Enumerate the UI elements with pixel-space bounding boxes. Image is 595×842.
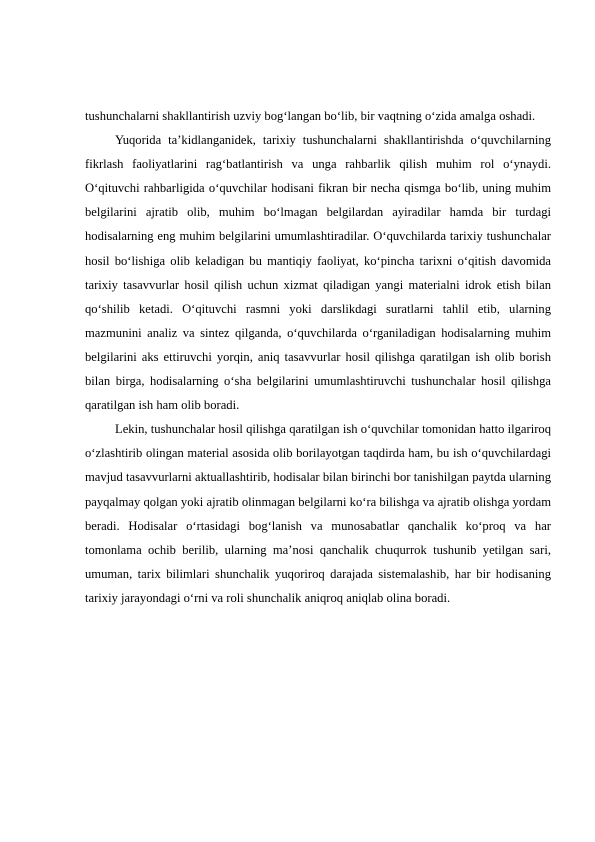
- paragraph: Lekin, tushunchalar hosil qilishga qaratilgan ish o‘quvchilar tomonidan hatto ilgariroq o‘zlashtirib olingan material asosida olib borilayotgan taqdirda ham, bu ish o‘quvchilardagi mavjud tasavvurlarni aktuallashtirib, hodisalar bilan birinchi bor tanishilgan paytda ularning payqalmay qolgan yoki ajratib olinmagan belgilarni ko‘ra bilishga va ajratib olishga yordam beradi. Hodisalar o‘rtasidagi bog‘lanish va munosabatlar qanchalik ko‘proq va har tomonlama ochib berilib, ularning ma’nosi qanchalik chuqurrok tushunib yetilgan sari, umuman, tarix bilimlari shunchalik yuqoriroq darajada sistemalashib, har bir hodisaning tarixiy jarayondagi o‘rni va roli shunchalik aniqroq aniqlab olina boradi.: [85, 422, 551, 605]
- body-text: [85, 104, 551, 610]
- paragraph: Yuqorida ta’kidlanganidek, tarixiy tushunchalarni shakllantirishda o‘quvchilarning fikrlash faoliyatlarini rag‘batlantirish va unga rahbarlik qilish muhim rol o‘ynaydi. O‘qituvchi rahbarligida o‘quvchilar hodisani fikran bir necha qismga bo‘lib, uning muhim belgilarini ajratib olib, muhim bo‘lmagan belgilardan ayiradilar hamda bir turdagi hodisalarning eng muhim belgilarini umumlashtiradilar. O‘quvchilarda tarixiy tushunchalar hosil bo‘lishiga olib keladigan bu mantiqiy faoliyat, ko‘pincha tarixni o‘qitish davomida tarixiy tasavvurlar hosil qilish uchun xizmat qiladigan yangi materialni idrok etish bilan qo‘shilib ketadi. O‘qituvchi rasmni yoki darslikdagi suratlarni tahlil etib, ularning mazmunini analiz va sintez qilganda, o‘quvchilarda o‘rganiladigan hodisalarning muhim belgilarini aks ettiruvchi yorqin, aniq tasavvurlar hosil qilishga qaratilgan ish olib borish bilan birga, hodisalarning o‘sha belgilarini umumlashtiruvchi tushunchalar hosil qilishga qaratilgan ish ham olib boradi.: [85, 133, 551, 413]
- paragraph-continuation: tushunchalarni shakllantirish uzviy bog‘langan bo‘lib, bir vaqtning o‘zida amalga oshadi.: [85, 109, 536, 123]
